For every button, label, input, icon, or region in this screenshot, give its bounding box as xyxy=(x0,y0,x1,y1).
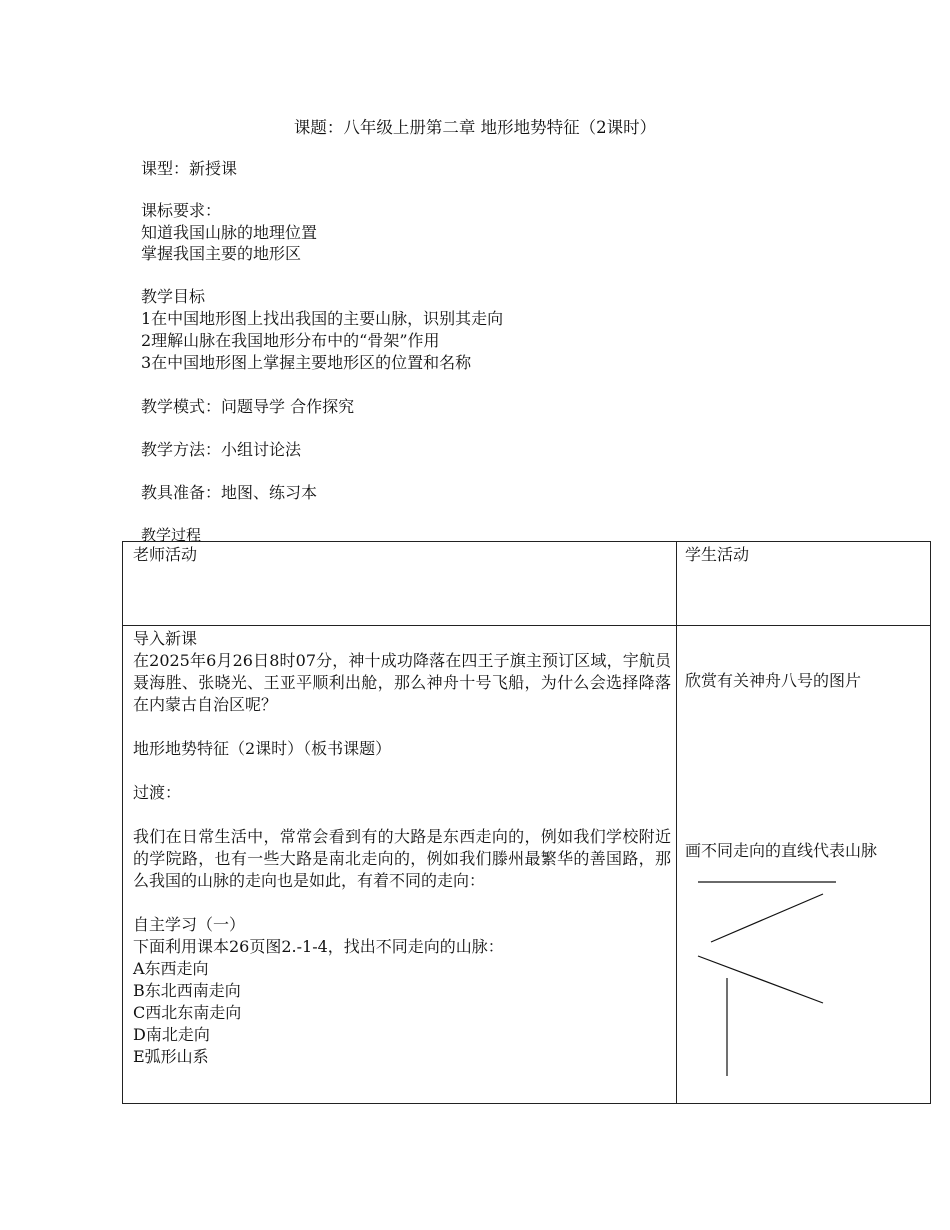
option-item: D南北走向 xyxy=(133,1025,210,1044)
option-item: C西北东南走向 xyxy=(133,1003,242,1022)
teacher-activity-header: 老师活动 xyxy=(133,545,198,564)
option-item: A东西走向 xyxy=(133,959,209,978)
document-title: 课题：八年级上册第二章 地形地势特征（2课时） xyxy=(293,118,657,137)
process-label: 教学过程 xyxy=(141,526,202,544)
teaching-method: 教学方法：小组讨论法 xyxy=(141,440,302,459)
intro-text: 在2025年6月26日8时07分，神十成功降落在四王子旗主预订区域，宇航员聂海胜、张晓光、王亚平顺利出舱，那么神舟十号飞船，为什么会选择降落在内蒙古自治区呢？ xyxy=(133,651,671,714)
board-title: 地形地势特征（2课时）（板书课题） xyxy=(133,739,392,758)
northwest-southeast-line xyxy=(698,956,823,1003)
objective-item: 3在中国地形图上掌握主要地形区的位置和名称 xyxy=(141,353,472,372)
student-activity-1: 欣赏有关神舟八号的图片 xyxy=(685,671,862,690)
student-activity-2: 画不同走向的直线代表山脉 xyxy=(685,841,878,860)
objective-item: 2理解山脉在我国地形分布中的“骨架”作用 xyxy=(141,331,440,350)
mountain-direction-sketch xyxy=(123,542,932,1105)
standards-item: 掌握我国主要的地形区 xyxy=(141,244,302,263)
transition-text: 我们在日常生活中，常常会看到有的大路是东西走向的，例如我们学校附近的学院路，也有一些大路是南北走向的，例如我们滕州最繁华的善国路，那么我国的山脉的走向也是如此，有着不同的走向： xyxy=(133,827,671,890)
objectives-heading: 教学目标 xyxy=(141,287,206,306)
self-study-heading: 自主学习（一） xyxy=(133,915,246,934)
standards-item: 知道我国山脉的地理位置 xyxy=(141,223,318,242)
self-study-intro: 下面利用课本26页图2.-1-4，找出不同走向的山脉： xyxy=(133,937,504,956)
intro-heading: 导入新课 xyxy=(133,629,198,648)
lesson-type: 课型：新授课 xyxy=(141,159,238,178)
process-table xyxy=(122,541,931,1104)
teaching-mode: 教学模式：问题导学 合作探究 xyxy=(141,397,355,416)
option-item: B东北西南走向 xyxy=(133,981,241,1000)
teaching-tools: 教具准备：地图、练习本 xyxy=(141,483,318,502)
standards-heading: 课标要求： xyxy=(141,201,222,220)
option-item: E弧形山系 xyxy=(133,1047,209,1066)
student-activity-header: 学生活动 xyxy=(685,545,750,564)
transition-label: 过渡： xyxy=(133,783,182,802)
objective-item: 1在中国地形图上找出我国的主要山脉，识别其走向 xyxy=(141,309,504,328)
northeast-southwest-line xyxy=(711,894,823,942)
